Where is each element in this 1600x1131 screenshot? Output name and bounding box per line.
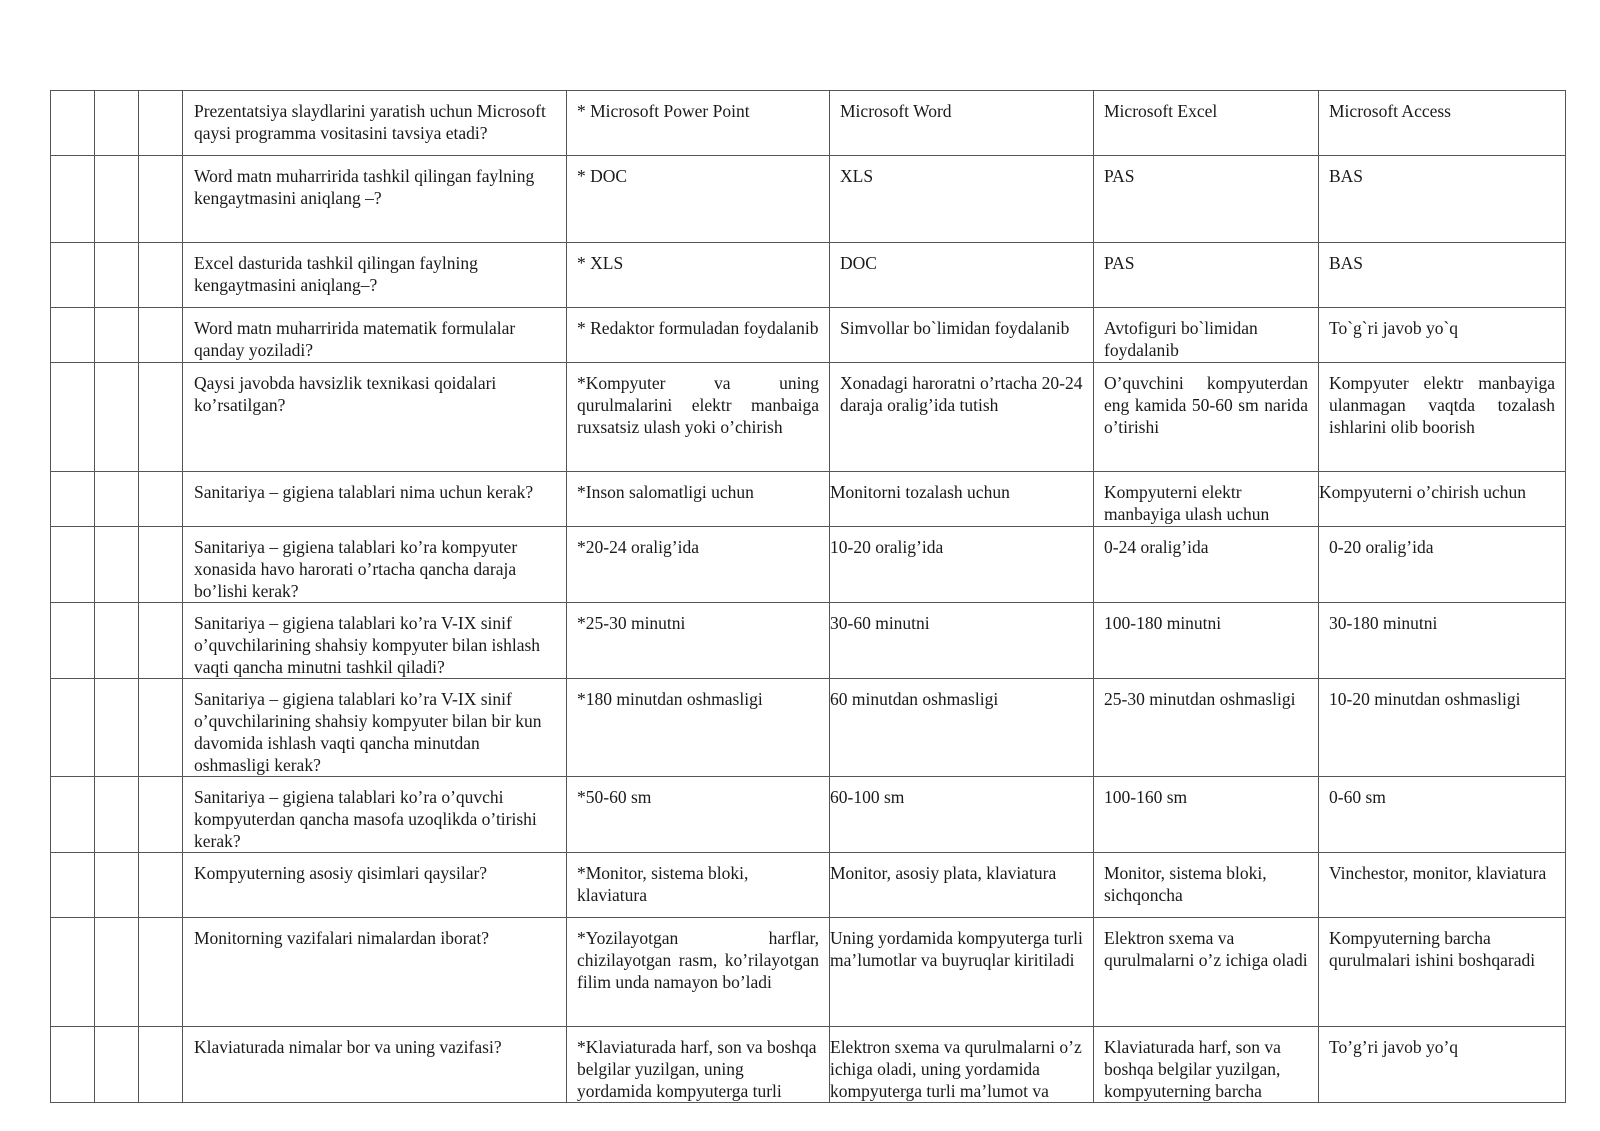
question-cell: Excel dasturida tashkil qilingan faylning kengaytmasini aniqlang–? bbox=[183, 243, 567, 308]
question-cell: Monitorning vazifalari nimalardan iborat? bbox=[183, 918, 567, 1027]
answer-d-cell: Microsoft Access bbox=[1319, 91, 1566, 156]
empty-cell bbox=[51, 91, 95, 156]
question-cell: Sanitariya – gigiena talablari nima uchun kerak? bbox=[183, 472, 567, 527]
answer-correct-cell: *Inson salomatligi uchun bbox=[567, 472, 830, 527]
answer-correct-cell: * Redaktor formuladan foydalanib bbox=[567, 308, 830, 363]
empty-cell bbox=[95, 603, 139, 679]
empty-cell bbox=[95, 679, 139, 777]
answer-c-cell: Klaviaturada harf, son va boshqa belgilar yuzilgan, kompyuterning barcha bbox=[1094, 1027, 1319, 1103]
table-row bbox=[51, 679, 1566, 777]
empty-cell bbox=[51, 527, 95, 603]
table-row bbox=[51, 527, 1566, 603]
empty-cell bbox=[139, 1027, 183, 1103]
empty-cell bbox=[139, 679, 183, 777]
empty-cell bbox=[139, 918, 183, 1027]
test-questions-table bbox=[50, 90, 1566, 1103]
question-cell: Sanitariya – gigiena talablari ko’ra V-IX sinif o’quvchilarining shahsiy kompyuter bilan ishlash vaqti qancha minutni tashkil qiladi? bbox=[183, 603, 567, 679]
empty-cell bbox=[139, 527, 183, 603]
empty-cell bbox=[95, 91, 139, 156]
answer-correct-cell: *180 minutdan oshmasligi bbox=[567, 679, 830, 777]
answer-d-cell: To’g’ri javob yo’q bbox=[1319, 1027, 1566, 1103]
answer-c-cell: PAS bbox=[1094, 243, 1319, 308]
answer-b-cell: Uning yordamida kompyuterga turli ma’lumotlar va buyruqlar kiritiladi bbox=[830, 918, 1094, 1027]
empty-cell bbox=[95, 777, 139, 853]
table-row bbox=[51, 1027, 1566, 1103]
question-cell: Sanitariya – gigiena talablari ko’ra o’quvchi kompyuterdan qancha masofa uzoqlikda o’tirishi kerak? bbox=[183, 777, 567, 853]
answer-b-cell: 30-60 minutni bbox=[830, 603, 1094, 679]
question-cell: Qaysi javobda havsizlik texnikasi qoidalari ko’rsatilgan? bbox=[183, 363, 567, 472]
empty-cell bbox=[95, 308, 139, 363]
empty-cell bbox=[51, 156, 95, 243]
table-row bbox=[51, 472, 1566, 527]
answer-b-cell: Monitor, asosiy plata, klaviatura bbox=[830, 853, 1094, 918]
answer-d-cell: To`g`ri javob yo`q bbox=[1319, 308, 1566, 363]
empty-cell bbox=[51, 603, 95, 679]
answer-c-cell: 0-24 oralig’ida bbox=[1094, 527, 1319, 603]
answer-b-cell: Monitorni tozalash uchun bbox=[830, 472, 1094, 527]
table-row bbox=[51, 308, 1566, 363]
answer-correct-cell: * DOC bbox=[567, 156, 830, 243]
answer-c-cell: 25-30 minutdan oshmasligi bbox=[1094, 679, 1319, 777]
empty-cell bbox=[139, 156, 183, 243]
answer-b-cell: 10-20 oralig’ida bbox=[830, 527, 1094, 603]
empty-cell bbox=[51, 243, 95, 308]
answer-c-cell: Elektron sxema va qurulmalarni o’z ichiga oladi bbox=[1094, 918, 1319, 1027]
empty-cell bbox=[139, 603, 183, 679]
empty-cell bbox=[51, 679, 95, 777]
answer-d-cell: BAS bbox=[1319, 156, 1566, 243]
answer-c-cell: 100-160 sm bbox=[1094, 777, 1319, 853]
answer-d-cell: Kompyuterni o’chirish uchun bbox=[1319, 472, 1566, 527]
table-row bbox=[51, 91, 1566, 156]
answer-correct-cell: *Monitor, sistema bloki, klaviatura bbox=[567, 853, 830, 918]
answer-b-cell: Simvollar bo`limidan foydalanib bbox=[830, 308, 1094, 363]
answer-d-cell: 0-60 sm bbox=[1319, 777, 1566, 853]
answer-correct-cell: * XLS bbox=[567, 243, 830, 308]
empty-cell bbox=[95, 243, 139, 308]
answer-c-cell: 100-180 minutni bbox=[1094, 603, 1319, 679]
table-row bbox=[51, 777, 1566, 853]
empty-cell bbox=[51, 777, 95, 853]
question-cell: Word matn muharririda matematik formulalar qanday yoziladi? bbox=[183, 308, 567, 363]
answer-b-cell: Microsoft Word bbox=[830, 91, 1094, 156]
question-cell: Sanitariya – gigiena talablari ko’ra kompyuter xonasida havo harorati o’rtacha qancha daraja bo’lishi kerak? bbox=[183, 527, 567, 603]
answer-b-cell: XLS bbox=[830, 156, 1094, 243]
empty-cell bbox=[139, 777, 183, 853]
empty-cell bbox=[51, 472, 95, 527]
empty-cell bbox=[139, 91, 183, 156]
answer-d-cell: 0-20 oralig’ida bbox=[1319, 527, 1566, 603]
table-row bbox=[51, 853, 1566, 918]
empty-cell bbox=[95, 156, 139, 243]
answer-d-cell: Kompyuterning barcha qurulmalari ishini boshqaradi bbox=[1319, 918, 1566, 1027]
question-cell: Prezentatsiya slaydlarini yaratish uchun Microsoft qaysi programma vositasini tavsiya etadi? bbox=[183, 91, 567, 156]
answer-correct-cell: *50-60 sm bbox=[567, 777, 830, 853]
empty-cell bbox=[95, 853, 139, 918]
answer-d-cell: BAS bbox=[1319, 243, 1566, 308]
empty-cell bbox=[95, 527, 139, 603]
answer-b-cell: 60 minutdan oshmasligi bbox=[830, 679, 1094, 777]
table-row bbox=[51, 918, 1566, 1027]
empty-cell bbox=[95, 1027, 139, 1103]
table-row bbox=[51, 603, 1566, 679]
answer-c-cell: PAS bbox=[1094, 156, 1319, 243]
table-row bbox=[51, 363, 1566, 472]
answer-correct-cell: *Klaviaturada harf, son va boshqa belgilar yuzilgan, uning yordamida kompyuterga turli bbox=[567, 1027, 830, 1103]
answer-correct-cell: *25-30 minutni bbox=[567, 603, 830, 679]
answer-c-cell: Microsoft Excel bbox=[1094, 91, 1319, 156]
question-cell: Sanitariya – gigiena talablari ko’ra V-IX sinif o’quvchilarining shahsiy kompyuter bilan bir kun davomida ishlash vaqti qancha minutdan oshmasligi kerak? bbox=[183, 679, 567, 777]
table-row bbox=[51, 243, 1566, 308]
answer-correct-cell: *20-24 oralig’ida bbox=[567, 527, 830, 603]
empty-cell bbox=[139, 308, 183, 363]
answer-correct-cell: *Kompyuter va uning qurulmalarini elektr manbaiga ruxsatsiz ulash yoki o’chirish bbox=[567, 363, 830, 472]
answer-c-cell: Monitor, sistema bloki, sichqoncha bbox=[1094, 853, 1319, 918]
empty-cell bbox=[51, 853, 95, 918]
empty-cell bbox=[51, 918, 95, 1027]
empty-cell bbox=[139, 853, 183, 918]
answer-b-cell: Elektron sxema va qurulmalarni o’z ichiga oladi, uning yordamida kompyuterga turli ma’lumot va bbox=[830, 1027, 1094, 1103]
empty-cell bbox=[95, 918, 139, 1027]
empty-cell bbox=[139, 363, 183, 472]
answer-correct-cell: *Yozilayotgan harflar, chizilayotgan rasm, ko’rilayotgan filim unda namayon bo’ladi bbox=[567, 918, 830, 1027]
answer-b-cell: DOC bbox=[830, 243, 1094, 308]
empty-cell bbox=[139, 243, 183, 308]
empty-cell bbox=[95, 472, 139, 527]
empty-cell bbox=[51, 308, 95, 363]
question-cell: Kompyuterning asosiy qisimlari qaysilar? bbox=[183, 853, 567, 918]
answer-c-cell: Kompyuterni elektr manbayiga ulash uchun bbox=[1094, 472, 1319, 527]
answer-d-cell: 10-20 minutdan oshmasligi bbox=[1319, 679, 1566, 777]
question-cell: Word matn muharririda tashkil qilingan faylning kengaytmasini aniqlang –? bbox=[183, 156, 567, 243]
answer-d-cell: 30-180 minutni bbox=[1319, 603, 1566, 679]
empty-cell bbox=[139, 472, 183, 527]
empty-cell bbox=[95, 363, 139, 472]
answer-c-cell: Avtofiguri bo`limidan foydalanib bbox=[1094, 308, 1319, 363]
answer-b-cell: Xonadagi haroratni o’rtacha 20-24 daraja oralig’ida tutish bbox=[830, 363, 1094, 472]
empty-cell bbox=[51, 1027, 95, 1103]
answer-c-cell: O’quvchini kompyuterdan eng kamida 50-60 sm narida o’tirishi bbox=[1094, 363, 1319, 472]
empty-cell bbox=[51, 363, 95, 472]
answer-d-cell: Vinchestor, monitor, klaviatura bbox=[1319, 853, 1566, 918]
answer-correct-cell: * Microsoft Power Point bbox=[567, 91, 830, 156]
answer-d-cell: Kompyuter elektr manbayiga ulanmagan vaqtda tozalash ishlarini olib boorish bbox=[1319, 363, 1566, 472]
table-row bbox=[51, 156, 1566, 243]
question-cell: Klaviaturada nimalar bor va uning vazifasi? bbox=[183, 1027, 567, 1103]
answer-b-cell: 60-100 sm bbox=[830, 777, 1094, 853]
